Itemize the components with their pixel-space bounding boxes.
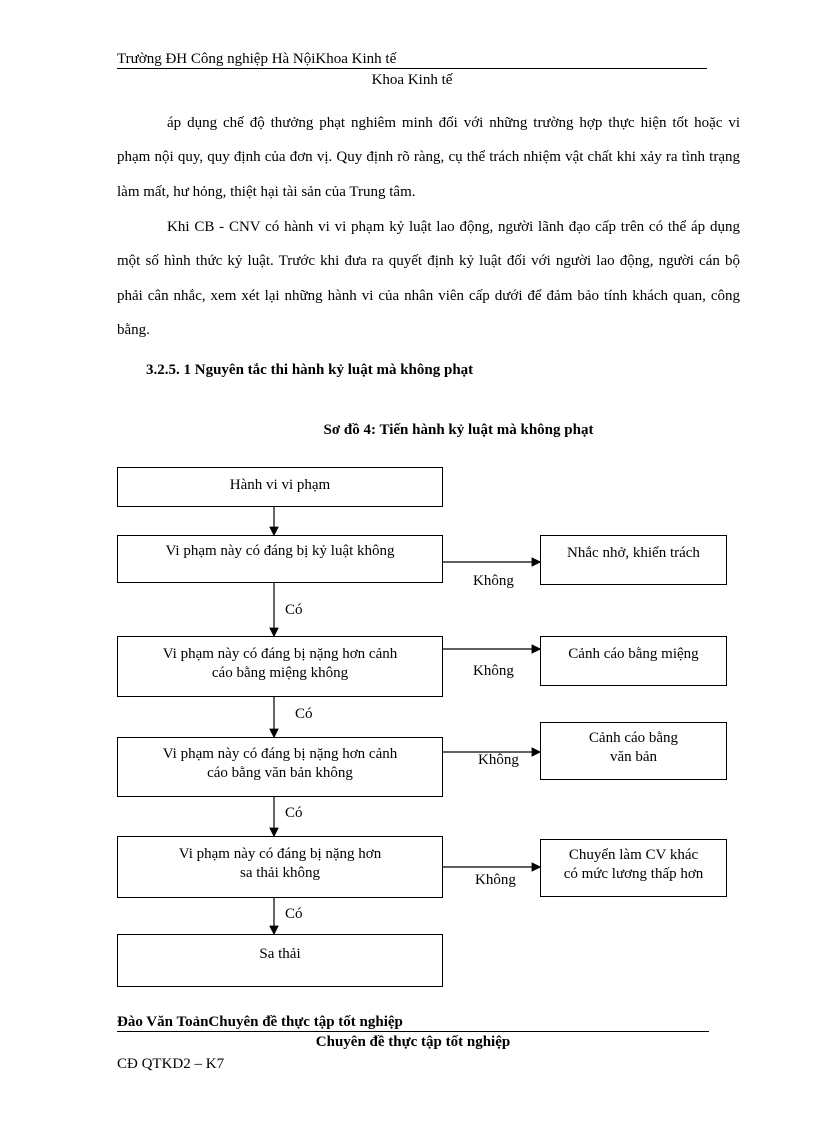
flow-box-q3-line1: Vi phạm này có đáng bị nặng hơn cảnh <box>162 746 398 762</box>
paragraph-2: Khi CB - CNV có hành vi vi phạm kỷ luật lao động, người lãnh đạo cấp trên có thể áp dụng một số hình thức kỷ luật. Trước khi đưa ra quyết định kỷ luật đối với người lao động, người cán bộ phải cân nhắc, xem xét lại những hành vi của nhân viên cấp dưới để đảm bảo tính khách quan, công bằng. <box>117 219 740 338</box>
yes-label-2: Có <box>295 706 313 722</box>
flow-box-start <box>117 467 443 507</box>
result-box-4 <box>540 839 727 897</box>
no-label-3: Không <box>478 752 519 768</box>
no-label-4: Không <box>475 872 516 888</box>
flow-box-q3 <box>117 737 443 797</box>
result-box-3 <box>540 722 727 780</box>
flow-box-start-text: Hành vi vi phạm <box>229 477 331 493</box>
flow-box-q2-line2: cáo bằng miệng không <box>211 665 349 681</box>
page-header: Trường ĐH Công nghiệp Hà NộiKhoa Kinh tế <box>117 50 707 69</box>
flow-box-end <box>117 934 443 987</box>
flow-box-q4-line1: Vi phạm này có đáng bị nặng hơn <box>178 846 382 862</box>
result-box-2 <box>540 636 727 686</box>
section-heading: 3.2.5. 1 Nguyên tắc thi hành kỷ luật mà không phạt <box>146 362 474 378</box>
flow-box-q2 <box>117 636 443 697</box>
flow-box-q1 <box>117 535 443 583</box>
paragraph-1: áp dụng chế độ thưởng phạt nghiêm minh đối với những trường hợp thực hiện tốt hoặc vi phạm nội quy, quy định của đơn vị. Quy định rõ ràng, cụ thể trách nhiệm vật chất khi xảy ra tình trạng làm mất, hư hỏng, thiệt hại tài sản của Trung tâm. <box>117 115 740 200</box>
page-footer-subtitle: Chuyên đề thực tập tốt nghiệp <box>315 1034 511 1050</box>
result-box-4-line1: Chuyển làm CV khác <box>568 847 699 863</box>
result-box-1-text: Nhắc nhở, khiển trách <box>567 545 700 561</box>
result-box-3-line1: Cảnh cáo bằng <box>588 730 679 746</box>
no-label-2: Không <box>473 663 514 679</box>
flow-box-q1-text: Vi phạm này có đáng bị kỷ luật không <box>165 543 395 559</box>
flow-box-end-text: Sa thải <box>259 946 301 962</box>
yes-label-1: Có <box>285 602 303 618</box>
result-box-2-text: Cảnh cáo bằng miệng <box>568 646 699 662</box>
result-box-4-line2: có mức lương thấp hơn <box>563 866 704 882</box>
flow-box-q3-line2: cáo bằng văn bản không <box>207 765 353 781</box>
yes-label-4: Có <box>285 906 303 922</box>
page-footer-code: CĐ QTKD2 – K7 <box>117 1056 225 1072</box>
result-box-3-line2: văn bản <box>609 749 658 765</box>
yes-label-3: Có <box>285 805 303 821</box>
no-label-1: Không <box>473 573 514 589</box>
flow-box-q2-line1: Vi phạm này có đáng bị nặng hơn cảnh <box>162 646 398 662</box>
page-footer: Đào Văn ToảnChuyên đề thực tập tốt nghiệp <box>117 1013 709 1032</box>
flow-box-q4 <box>117 836 443 898</box>
diagram-title: Sơ đồ 4: Tiến hành kỷ luật mà không phạt <box>323 422 594 438</box>
flow-box-q4-line2: sa thải không <box>240 865 320 881</box>
result-box-1 <box>540 535 727 585</box>
page-header-subtitle: Khoa Kinh tế <box>371 72 453 88</box>
